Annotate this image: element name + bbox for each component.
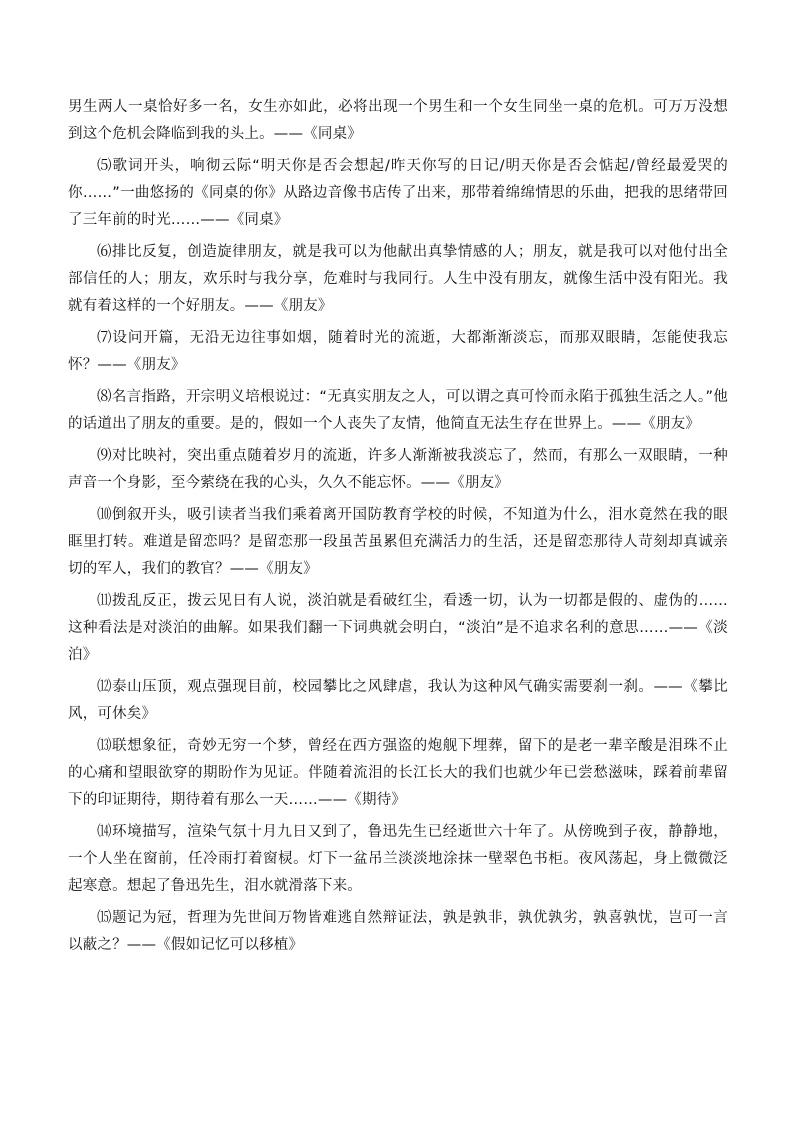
paragraph-11-correction: ⑾拨乱反正，拨云见日有人说，淡泊就是看破红尘，看透一切，认为一切都是假的、虚伪的……这种看法是对淡泊的曲解。如果我们翻一下词典就会明白，“淡泊”是不追求名利的意思……——《淡泊》: [68, 593, 728, 663]
paragraph-15-epigraph: ⒂题记为冠，哲理为先世间万物皆难逃自然辩证法，孰是孰非，孰优孰劣，孰喜孰忧，岂可一言以蔽之？——《假如记忆可以移植》: [68, 910, 728, 953]
paragraph-5-lyrics-opening: ⑸歌词开头，响彻云际“明天你是否会想起/昨天你写的日记/明天你是否会惦起/曾经最爱哭的你……”一曲悠扬的《同桌的你》从路边音像书店传了出来，那带着绵绵情思的乐曲，把我的思绪带回了三年前的时光……——《同桌》: [68, 158, 728, 228]
paragraph-12-thesis: ⑿泰山压顶，观点强现目前，校园攀比之风肆虐，我认为这种风气确实需要刹一刹。——《攀比风，可休矣》: [68, 679, 728, 722]
paragraph-9-contrast: ⑼对比映衬，突出重点随着岁月的流逝，许多人渐渐被我淡忘了，然而，有那么一双眼睛，一种声音一个身影，至今萦绕在我的心头，久久不能忘怀。——《朋友》: [68, 448, 728, 491]
document-page: [68, 94, 728, 964]
paragraph-7-rhetorical-question: ⑺设问开篇，无沿无边往事如烟，随着时光的流逝，大都渐渐淡忘，而那双眼睛，怎能使我忘怀？——《朋友》: [68, 330, 728, 373]
paragraph-continuation: 男生两人一桌恰好多一名，女生亦如此，必将出现一个男生和一个女生同坐一桌的危机。可万万没想到这个危机会降临到我的头上。——《同桌》: [68, 99, 728, 142]
paragraph-8-famous-quote: ⑻名言指路，开宗明义培根说过：“无真实朋友之人，可以谓之真可怜而永陷于孤独生活之人。”他的话道出了朋友的重要。是的，假如一个人丧失了友情，他简直无法生存在世界上。——《朋友》: [68, 389, 728, 432]
paragraph-6-parallelism: ⑹排比反复，创造旋律朋友，就是我可以为他献出真挚情感的人；朋友，就是我可以对他付出全部信任的人；朋友，欢乐时与我分享，危难时与我同行。人生中没有朋友，就像生活中没有阳光。我就有着这样的一个好朋友。——《朋友》: [68, 244, 728, 314]
paragraph-13-symbolism: ⒀联想象征，奇妙无穷一个梦，曾经在西方强盗的炮舰下埋葬，留下的是老一辈辛酸是泪珠不止的心痛和望眼欲穿的期盼作为见证。伴随着流泪的长江长大的我们也就少年已尝愁滋味，踩着前辈留下的印证期待，期待着有那么一天……——《期待》: [68, 738, 728, 808]
paragraph-14-environment: ⒁环境描写，渲染气氛十月九日又到了，鲁迅先生已经逝世六十年了。从傍晚到子夜，静静地，一个人坐在窗前，任冷雨打着窗棂。灯下一盆吊兰淡淡地涂抹一壁翠色书柜。夜风荡起，身上微微泛起寒意。想起了鲁迅先生，泪水就滑落下来。: [68, 824, 728, 894]
paragraph-10-flashback: ⑽倒叙开头，吸引读者当我们乘着离开国防教育学校的时候，不知道为什么，泪水竟然在我的眼眶里打转。难道是留恋吗？是留恋那一段虽苦虽累但充满活力的生活，还是留恋那待人苛刻却真诚亲切的军人，我们的教官？——《朋友》: [68, 507, 728, 577]
